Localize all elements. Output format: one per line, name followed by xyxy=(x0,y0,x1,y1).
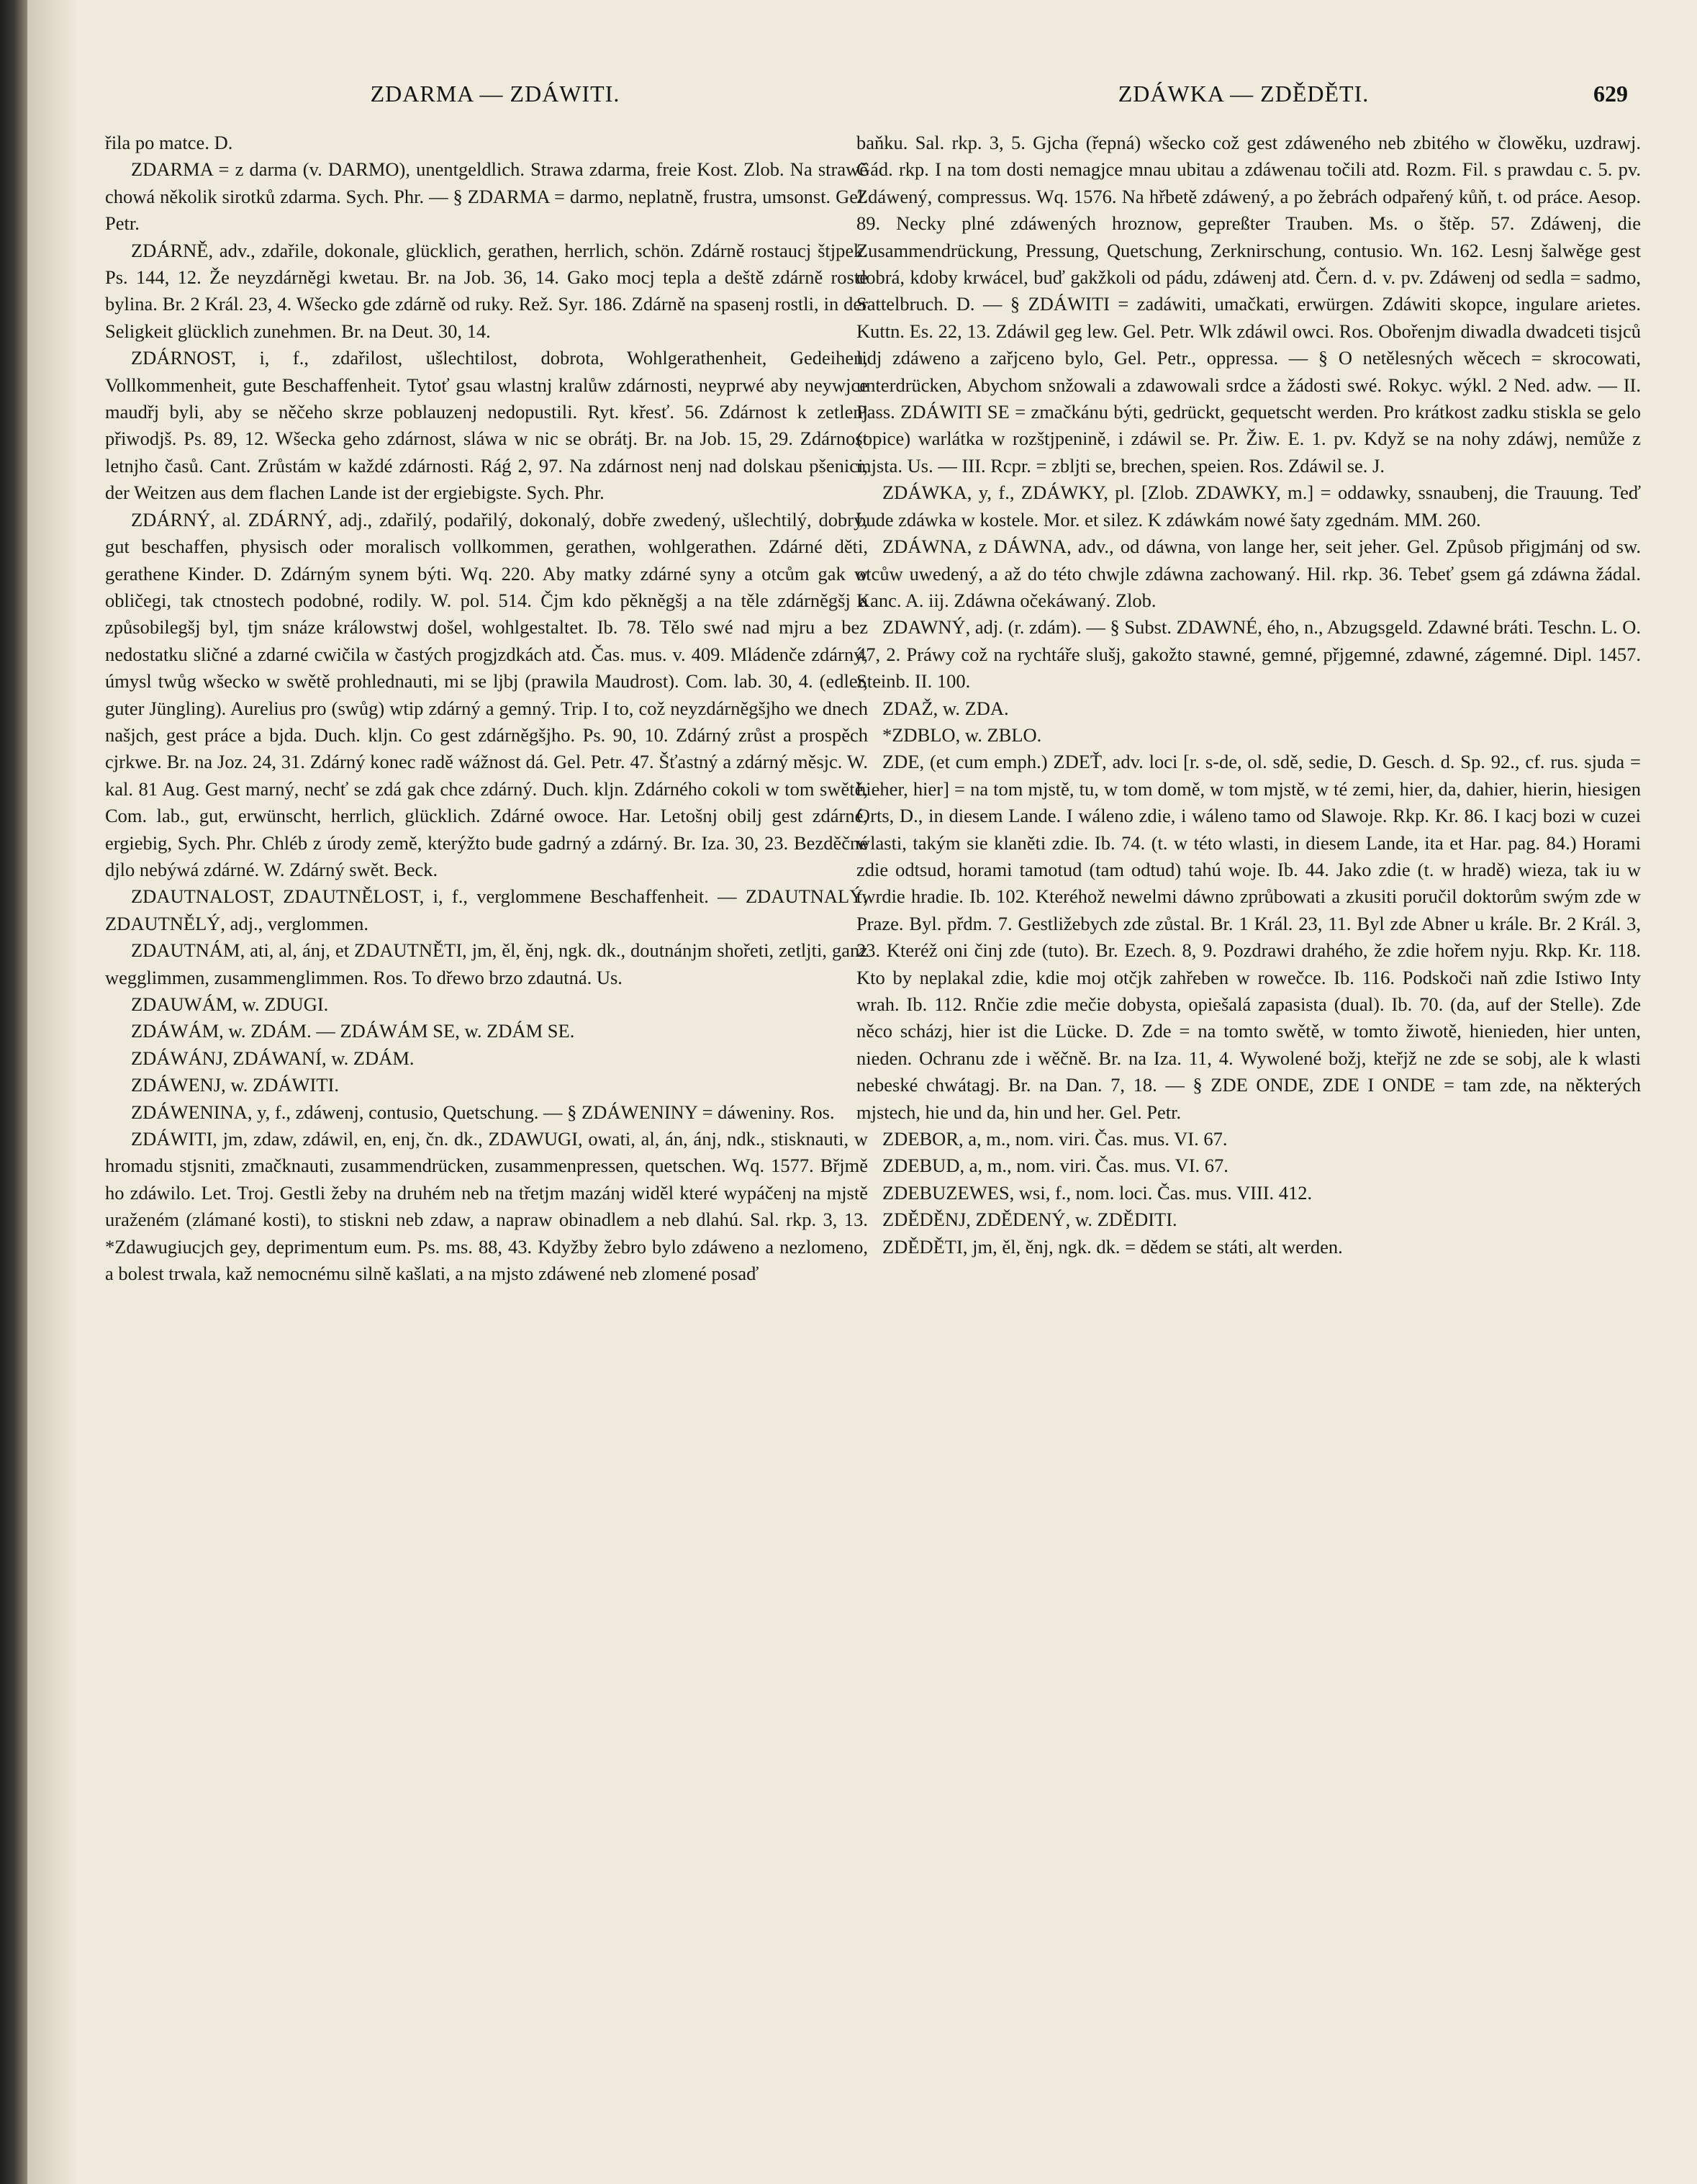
entry-zdautnam: ZDAUTNÁM, ati, al, ánj, et ZDAUTNĚTI, jm, ěl, ěnj, ngk. dk., doutnánjm shořeti, zetljti, ganz wegglimmen, zusammenglimmen. Ros. To dřewo brzo zdautná. Us. xyxy=(105,939,868,988)
entry-zdawanj: ZDÁWÁNJ, ZDÁWANÍ, w. ZDÁM. xyxy=(131,1047,415,1069)
book-spine-shadow xyxy=(0,0,27,2184)
left-running-header: ZDARMA — ZDÁWITI. xyxy=(370,81,620,107)
entry-zdarma: ZDARMA = z darma (v. DARMO), unentgeldlich. Strawa zdarma, freie Kost. Zlob. Na strawě chowá několik sirotků zdarma. Sych. Phr. — § ZDARMA = darmo, neplatně, frustra, umsonst. Gel. Petr. xyxy=(105,158,868,235)
right-column xyxy=(856,130,1641,2145)
entry-zdawny: ZDAWNÝ, adj. (r. zdám). — § Subst. ZDAWNÉ, ého, n., Abzugsgeld. Zdawné bráti. Teschn. L. O. 47, 2. Práwy což na rychtáře slušj, gakožto stawné, gemné, přjgemné, zdawné, zágemné. Dipl. 1457. Steinb. II. 100. xyxy=(856,616,1641,692)
entry-zdebor: ZDEBOR, a, m., nom. viri. Čas. mus. VI. 67. xyxy=(882,1128,1228,1150)
entry-zdautnalost: ZDAUTNALOST, ZDAUTNĚLOST, i, f., verglommene Beschaffenheit. — ZDAUTNALÝ, ZDAUTNĚLÝ, adj., verglommen. xyxy=(105,885,868,934)
entry-zdebud: ZDEBUD, a, m., nom. viri. Čas. mus. VI. 67. xyxy=(882,1155,1228,1177)
entry-zdblo: *ZDBLO, w. ZBLO. xyxy=(882,723,1042,746)
entry-zdawna: ZDÁWNA, z DÁWNA, adv., od dáwna, von lange her, seit jeher. Gel. Způsob přigjmánj od sw. otcůw uwedený, a až do této chwjle zdáwna zachowaný. Hil. rkp. 36. Tebeť gsem gá zdáwna žádal. Kanc. A. iij. Zdáwna očekáwaný. Zlob. xyxy=(856,536,1641,611)
page-number: 629 xyxy=(1593,81,1628,107)
entry-continuation-right: baňku. Sal. rkp. 3, 5. Gjcha (řepná) wšecko což gest zdáweného neb zbitého w člowěku, uzdrawj. Gád. rkp. I na tom dosti nemagjce mnau ubitau a zdáwenau točili atd. Rozm. Fil. s prawdau c. 5. pv. Zdáwený, compressus. Wq. 1576. Na hřbetě zdáwený, a po žebrách odpařený kůň, t. od práce. Aesop. 89. Necky plné zdáwených hroznow, gepreßter Trauben. Ms. o štěp. 57. Zdáwenj, die Zusammendrückung, Pressung, Quetschung, Zerknirschung, contusio. Wn. 162. Lesnj šalwěge gest dobrá, kdoby krwácel, buď gakžkoli od pádu, zdáwenj atd. Čern. d. v. pv. Zdáwenj od sedla = sadmo, Sattelbruch. D. — § ZDÁWITI = zadáwiti, umačkati, erwürgen. Zdáwiti skopce, ingulare arietes. Kuttn. Es. 22, 13. Zdáwil geg lew. Gel. Petr. Wlk zdáwil owci. Ros. Obořenjm diwadla dwadceti tisjců lidj zdáweno a zařjceno bylo, Gel. Petr., oppressa. — § O netělesných wěcech = skrocowati, unterdrücken, Abychom snžowali a zdawowali srdce a žádosti swé. Rokyc. wýkl. 2 Ned. adw. — II. Pass. ZDÁWITI SE = zmačkánu býti, gedrückt, gequetscht werden. Pro krátkost zadku stiskla se gelo (opice) warlátka w rozštjpenině, i zdáwil se. Pr. Žiw. E. 1. pv. Když se na nohy zdáwj, nemůže z mjsta. Us. — III. Rcpr. = zbljti se, brechen, speien. Ros. Zdáwil se. J. xyxy=(856,132,1641,477)
entry-zdedeti: ZDĚDĚTI, jm, ěl, ěnj, ngk. dk. = dědem se státi, alt werden. xyxy=(882,1235,1343,1258)
entry-zdebuzewes: ZDEBUZEWES, wsi, f., nom. loci. Čas. mus. VIII. 412. xyxy=(882,1181,1313,1204)
entry-zdaz: ZDAŽ, w. ZDA. xyxy=(882,697,1009,719)
entry-zdawiti: ZDÁWITI, jm, zdaw, zdáwil, en, enj, čn. dk., ZDAWUGI, owati, al, án, ánj, ndk., stisknauti, w hromadu stjsniti, zmačknauti, zusammendrücken, zusammenpressen, quetschen. Wq. 1577. Břjmě ho zdáwilo. Let. Troj. Gestli žeby na druhém neb na třetjm mazánj widěl které wypáčenj na mjstě uraženém (zlámané kosti), to stiskni neb zdaw, a napraw obinadlem a neb dlahú. Sal. rkp. 3, 13. *Zdawugiucjch gey, deprimentum eum. Ps. ms. 88, 43. Kdyžby žebro bylo zdáweno a nezlomeno, a bolest trwala, kaž nemocnému silně kašlati, a na mjsto zdáwené neb zlomené posaď xyxy=(105,1128,868,1285)
entry-zdarne: ZDÁRNĚ, adv., zdařile, dokonale, glücklich, gerathen, herrlich, schön. Zdárně rostaucj štjpek. Ps. 144, 12. Že neyzdárněgi kwetau. Br. na Job. 36, 14. Gako mocj tepla a deště zdárně roste bylina. Br. 2 Král. 23, 4. Wšecko gde zdárně od ruky. Rež. Syr. 186. Zdárně na spasenj rostli, in der Seligkeit glücklich zunehmen. Br. na Deut. 30, 14. xyxy=(105,239,868,342)
entry-zde: ZDE, (et cum emph.) ZDEŤ, adv. loci [r. s-de, ol. sdě, sedie, D. Gesch. d. Sp. 92., cf. rus. sjuda = hieher, hier] = na tom mjstě, tu, w tom domě, w tom mjstě, w té zemi, hier, da, dahier, hierin, hiesigen Orts, D., in diesem Lande. I wáleno zdie, i wáleno tamo od Slawoje. Rkp. Kr. 86. I kacj bozi w cuzei wlasti, takým sie klaněti zdie. Ib. 74. (t. w této wlasti, in diesem Lande, ita et Har. pag. 84.) Horami zdie odtsud, horami tamotud (tam odtud) tahú woje. Ib. 44. Jako zdie (t. w hradě) wieza, tak iu w twrdie hradie. Ib. 102. Kteréhož newelmi dáwno zprůbowati a zkusiti poručil doktorům swým zde w Praze. Byl. přdm. 7. Gestližebych zde zůstal. Br. 1 Král. 23, 11. Byl zde Abner u krále. Br. 2 Král. 3, 23. Kteréž oni činj zde (tuto). Br. Ezech. 8, 9. Pozdrawi drahého, že zdie hořem nyju. Rkp. Kr. 118. Kto by neplakal zdie, kdie moj otčjk zahřeben w rowečce. Ib. 116. Podskoči naň zdie Istiwo Inty wrah. Ib. 112. Rnčie zdie mečie dobysta, opiešalá zapasista (dual). Ib. 70. (da, auf der Stelle). Zde něco scházj, hier ist die Lücke. D. Zde = na tomto swětě, w tomto žiwotě, hienieden, hier unten, nieden. Ochranu zde i wěčně. Br. na Iza. 11, 4. Wywolené božj, kteřjž ne zde se sobj, ale k wlasti nebeské chwátagj. Br. na Dan. 7, 18. — § ZDE ONDE, ZDE I ONDE = tam zde, na některých mjstech, hie und da, hin und her. Gel. Petr. xyxy=(856,751,1641,1123)
entry-zdawam: ZDÁWÁM, w. ZDÁM. — ZDÁWÁM SE, w. ZDÁM SE. xyxy=(131,1020,575,1042)
left-column xyxy=(105,130,868,2145)
dictionary-page xyxy=(27,0,1697,2184)
entry-zdarnost: ZDÁRNOST, i, f., zdařilost, ušlechtilost, dobrota, Wohlgerathenheit, Gedeihen, Vollkommenheit, gute Beschaffenheit. Tytoť gsau wlastnj kralůw zdárnosti, neyprwé aby neywjce maudřj byli, aby se něčeho skrze poblauzenj nedopustili. Ryt. křesť. 56. Zdárnost k zetlenj přiwodjš. Ps. 89, 12. Wšecka geho zdárnost, sláwa w nic se obrátj. Br. na Job. 15, 29. Zdárnost letnjho časů. Cant. Zrůstám w každé zdárnosti. Ráǵ 2, 97. Na zdárnost nenj nad dolskau pšenici, der Weitzen aus dem flachen Lande ist der ergiebigste. Sych. Phr. xyxy=(105,347,868,504)
entry-zdarny: ZDÁRNÝ, al. ZDÁRNÝ, adj., zdařilý, podařilý, dokonalý, dobře zwedený, ušlechtilý, dobrý, gut beschaffen, physisch oder moralisch vollkommen, gerathen, wohlgerathen. Zdárné děti, gerathene Kinder. D. Zdárným synem býti. Wq. 220. Aby matky zdárné syny a otcům gak w obličegi, tak ctnostech podobné, rodily. W. pol. 514. Čjm kdo pěkněgšj a na těle zdárněgšj a způsobilegšj byl, tjm snáze králowstwj došel, wohlgestaltet. Ib. 78. Tělo swé nad mjru a bez nedostatku sličné a zdarné cwičila w častých progjzdkách atd. Čas. mus. v. 409. Mládenče zdárný, úmysl twůg wšecko w swětě prohlednauti, mi se ljbj (prawila Maudrost). Com. lab. 30, 4. (edler, guter Jüngling). Aurelius pro (swůg) wtip zdárný a gemný. Trip. I to, což neyzdárněgšjho we dnech našjch, gest práce a bjda. Duch. kljn. Co gest zdárněgšjho. Ps. 90, 10. Zdárný zrůst a prospěch cjrkwe. Br. na Joz. 24, 31. Zdárný konec radě wážnost dá. Gel. Petr. 47. Šťastný a zdárný měsjc. W. kal. 81 Aug. Gest marný, nechť se zdá gak chce zdárný. Duch. kljn. Zdárného cokoli w tom swětě, Com. lab., gut, erwünscht, herrlich, glücklich. Zdárné owoce. Har. Letošnj obilj gest zdárné, ergiebig, Sych. Phr. Chléb z úrody země, kterýžto bude gadrný a zdárný. Br. Iza. 30, 23. Bezděčné djlo nebýwá zdárné. W. Zdárný swět. Beck. xyxy=(105,508,868,880)
entry-zdawenina: ZDÁWENINA, y, f., zdáwenj, contusio, Quetschung. — § ZDÁWENINY = dáweniny. Ros. xyxy=(131,1101,835,1123)
entry-zdauwam: ZDAUWÁM, w. ZDUGI. xyxy=(131,993,329,1015)
entry-zdedenj: ZDĚDĚNJ, ZDĚDENÝ, w. ZDĚDITI. xyxy=(882,1209,1177,1231)
entry-zdawenj: ZDÁWENJ, w. ZDÁWITI. xyxy=(131,1074,339,1096)
entry-continuation: řila po matce. D. xyxy=(105,132,233,153)
entry-zdawka: ZDÁWKA, y, f., ZDÁWKY, pl. [Zlob. ZDAWKY, m.] = oddawky, ssnaubenj, die Trauung. Teď bude zdáwka w kostele. Mor. et silez. K zdáwkám nowé šaty zgednám. MM. 260. xyxy=(856,482,1641,531)
right-running-header: ZDÁWKA — ZDĚDĚTI. xyxy=(1118,81,1370,107)
